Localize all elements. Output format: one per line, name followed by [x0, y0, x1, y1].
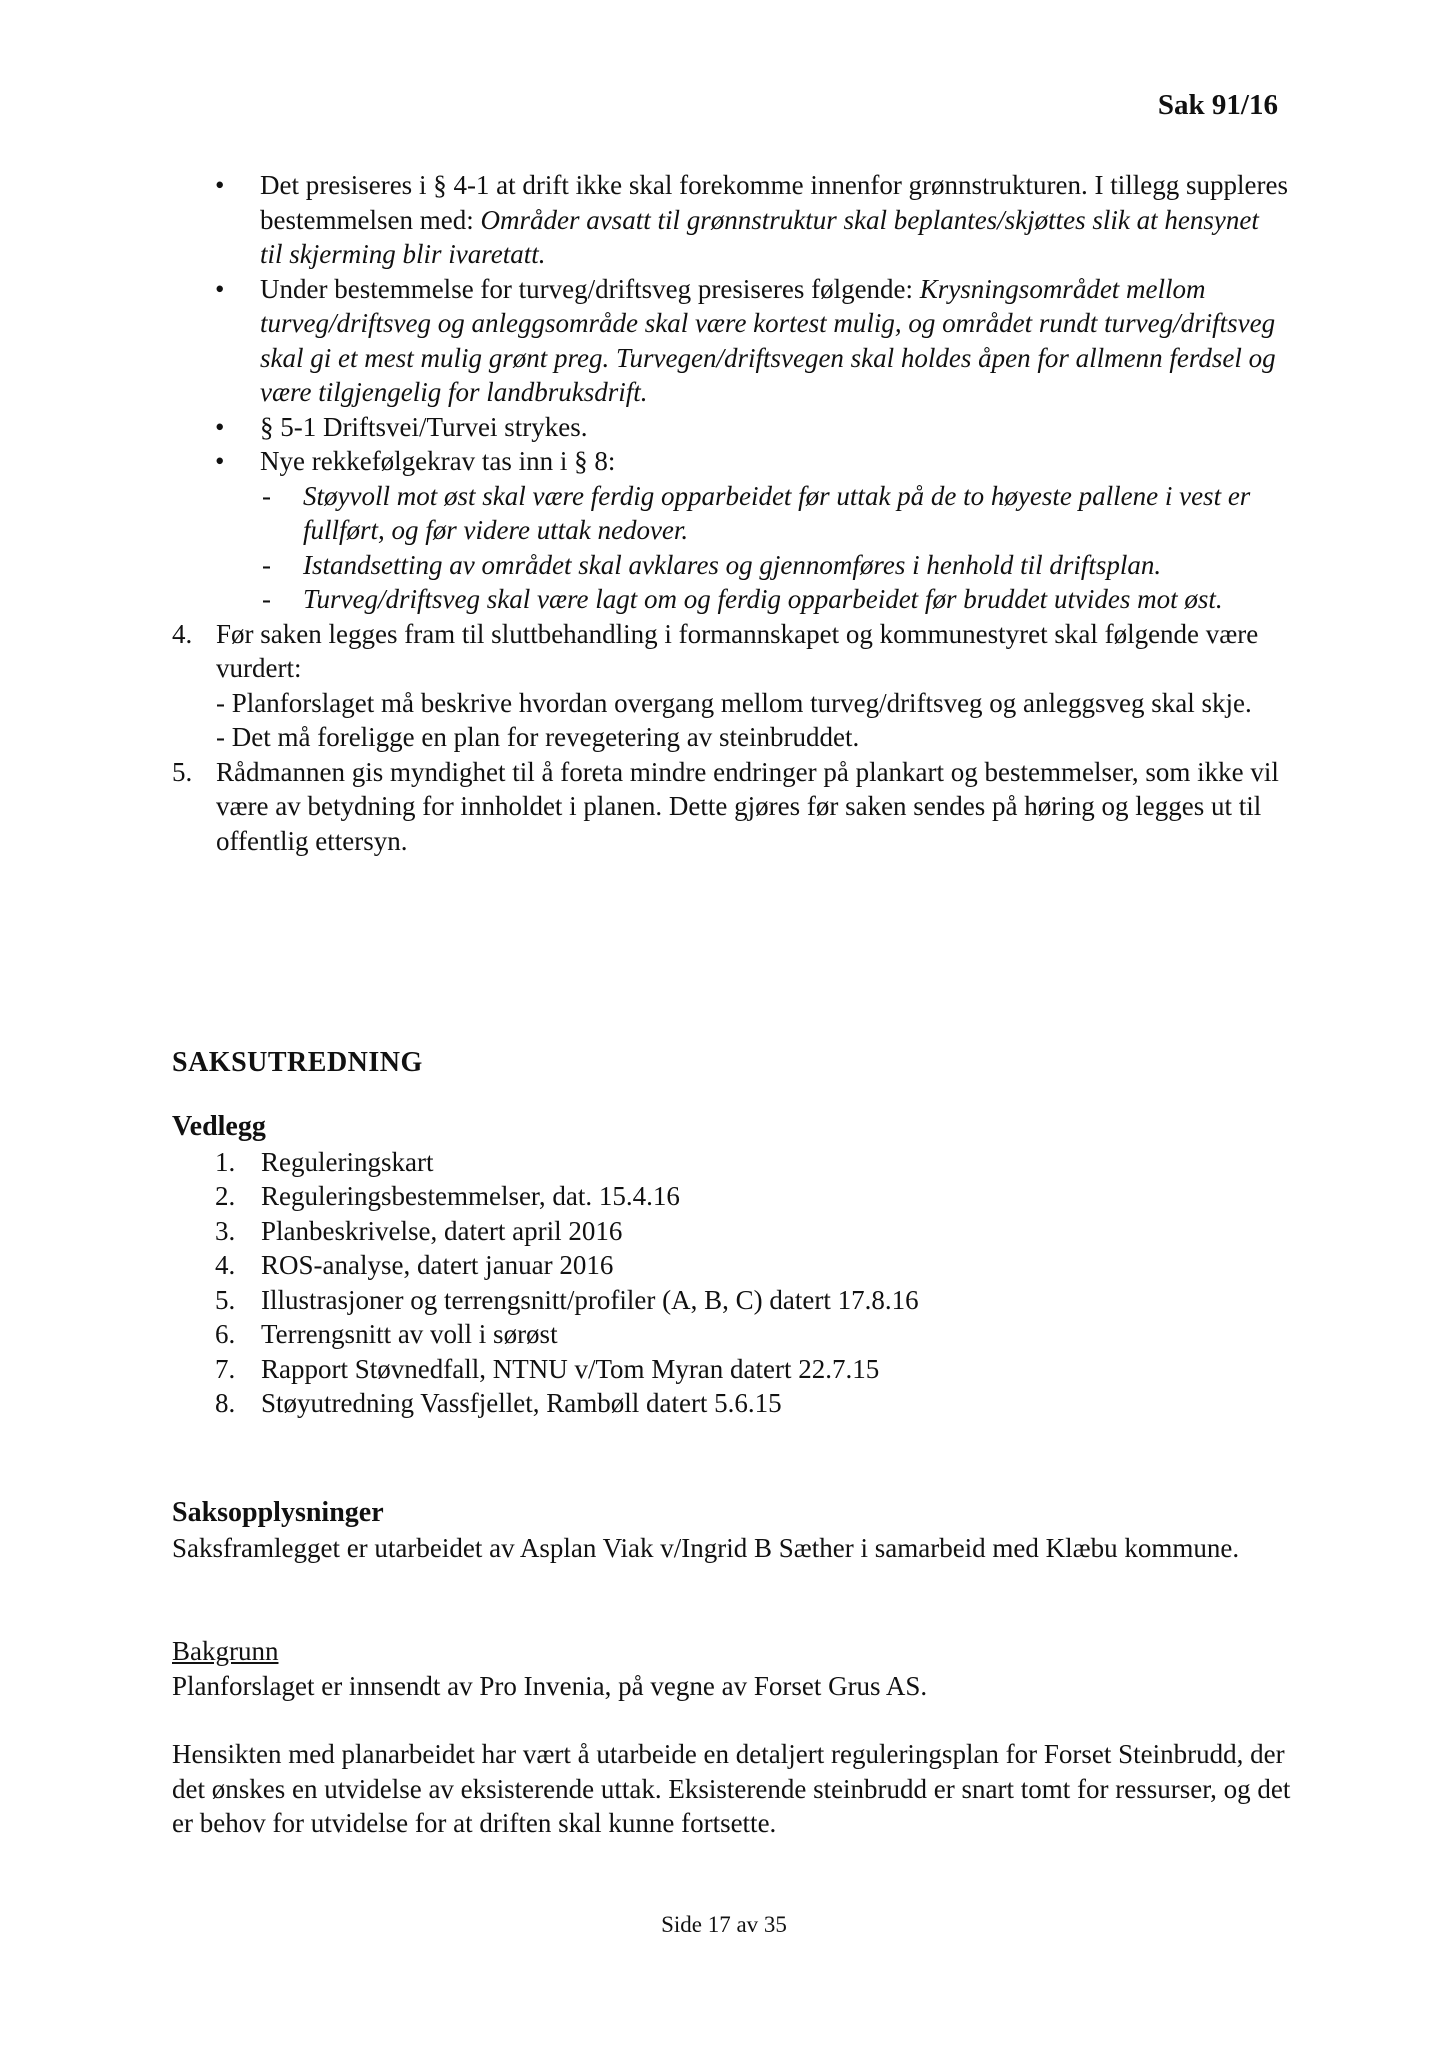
attachment-text: Støyutredning Vassfjellet, Rambøll datert 5.6.15	[261, 1388, 782, 1418]
bullet-italic-text: Områder avsatt til grønnstruktur skal beplantes/skjøttes slik at hensynet til skjerming blir ivaretatt.	[260, 204, 1259, 269]
numbered-item	[0, 617, 1448, 755]
dash-icon: -	[262, 584, 271, 614]
attachment-text: Terrengsnitt av voll i sørøst	[261, 1319, 558, 1349]
attachment-item	[172, 1352, 1272, 1387]
case-reference: Sak 91/16	[1157, 89, 1278, 121]
dash-icon: -	[262, 480, 271, 511]
page-number: Side 17 av 35	[661, 1912, 787, 1937]
numbered-item-line: - Planforslaget må beskrive hvordan overgang mellom turveg/driftsveg og anleggsveg skal skje.	[216, 687, 1252, 718]
attachments-list	[172, 1145, 1272, 1421]
numbered-item-line: Rådmannen gis myndighet til å foreta mindre endringer på plankart og bestemmelser, som ikke vil være av betydning for innholdet i planen. Dette gjøres før saken sendes på høring og legges ut til offentlig ettersyn.	[216, 756, 1279, 856]
attachment-number: 6.	[215, 1319, 236, 1349]
attachments-title: Vedlegg	[172, 1111, 266, 1142]
bullet-text: Nye rekkefølgekrav tas inn i § 8:	[260, 446, 616, 476]
attachment-text: Illustrasjoner og terrengsnitt/profiler (A, B, C) datert 17.8.16	[261, 1284, 919, 1315]
attachment-item	[172, 1214, 1272, 1249]
attachment-text: Planbeskrivelse, datert april 2016	[261, 1215, 623, 1246]
attachment-number: 1.	[215, 1146, 236, 1177]
section-title: SAKSUTREDNING	[172, 1047, 423, 1078]
bullet-icon: •	[215, 170, 225, 200]
attachment-item	[172, 1179, 1272, 1214]
attachment-item	[172, 1317, 1272, 1352]
bullet-item	[0, 444, 1448, 479]
decision-points	[0, 168, 1448, 858]
bullet-italic-text: Krysningsområdet mellom turveg/driftsveg og anleggsområde skal være kortest mulig, og området rundt turveg/driftsveg skal gi et mest mulig grønt preg. Turvegen/driftsvegen skal holdes åpen for allmenn ferdsel og være tilgjengelig for landbruksdrift.	[260, 273, 1276, 407]
dash-item-text: Støyvoll mot øst skal være ferdig opparbeidet før uttak på de to høyeste pallene i vest er fullført, og før videre uttak nedover.	[303, 480, 1251, 545]
bullet-item	[0, 410, 1448, 445]
bullet-item	[0, 272, 1448, 410]
dash-item	[0, 582, 1448, 617]
dash-item-text: Istandsetting av området skal avklares og gjennomføres i henhold til driftsplan.	[303, 549, 1162, 580]
numbered-item-number: 5.	[172, 756, 193, 787]
bakgrunn-title: Bakgrunn	[172, 1636, 279, 1666]
attachment-text: Reguleringsbestemmelser, dat. 15.4.16	[261, 1181, 680, 1211]
attachment-number: 5.	[215, 1284, 236, 1315]
saksopplysninger-section	[172, 1496, 1292, 1565]
dash-item-text: Turveg/driftsveg skal være lagt om og ferdig opparbeidet før bruddet utvides mot øst.	[303, 584, 1223, 614]
attachment-number: 2.	[215, 1181, 236, 1211]
attachment-item	[172, 1248, 1272, 1283]
bullet-icon: •	[215, 411, 225, 442]
numbered-item-line: - Det må foreligge en plan for revegetering av steinbruddet.	[216, 722, 860, 752]
bullet-list	[0, 168, 1448, 479]
attachment-text: Reguleringskart	[261, 1146, 434, 1177]
attachment-item	[172, 1145, 1272, 1180]
attachment-item	[172, 1283, 1272, 1318]
dash-list	[0, 479, 1448, 617]
attachment-number: 7.	[215, 1353, 236, 1384]
bakgrunn-section	[172, 1634, 1292, 1841]
attachment-text: ROS-analyse, datert januar 2016	[261, 1250, 614, 1280]
dash-icon: -	[262, 549, 271, 580]
numbered-item-number: 4.	[172, 618, 193, 649]
numbered-item	[0, 755, 1448, 859]
attachment-number: 3.	[215, 1215, 236, 1246]
attachments-section	[172, 1110, 1272, 1421]
bakgrunn-paragraph: Hensikten med planarbeidet har vært å utarbeide en detaljert reguleringsplan for Forset Steinbrudd, der det ønskes en utvidelse av eksisterende uttak. Eksisterende steinbrudd er snart tomt for ressurser, og det er behov for utvidelse for at driften skal kunne fortsette.	[172, 1739, 1291, 1838]
attachment-item	[172, 1386, 1272, 1421]
saksopplysninger-title: Saksopplysninger	[172, 1497, 384, 1528]
dash-item	[0, 548, 1448, 583]
numbered-list	[0, 617, 1448, 859]
numbered-item-line: Før saken legges fram til sluttbehandling i formannskapet og kommunestyret skal følgende være vurdert:	[216, 618, 1259, 683]
bullet-text: § 5-1 Driftsvei/Turvei strykes.	[260, 411, 588, 442]
bullet-text: Det presiseres i § 4-1 at drift ikke skal forekomme innenfor grønnstrukturen. I tillegg suppleres bestemmelsen med:	[260, 170, 1288, 235]
bullet-item	[0, 168, 1448, 272]
bullet-text: Under bestemmelse for turveg/driftsveg presiseres følgende:	[260, 273, 920, 304]
bullet-icon: •	[215, 273, 225, 304]
attachment-text: Rapport Støvnedfall, NTNU v/Tom Myran datert 22.7.15	[261, 1353, 880, 1384]
paragraph-spacer	[172, 1703, 1292, 1737]
attachment-number: 8.	[215, 1388, 236, 1418]
dash-item	[0, 479, 1448, 548]
bullet-icon: •	[215, 446, 225, 476]
saksopplysninger-text: Saksframlegget er utarbeidet av Asplan Viak v/Ingrid B Sæther i samarbeid med Klæbu kommune.	[172, 1532, 1240, 1563]
attachment-number: 4.	[215, 1250, 236, 1280]
bakgrunn-paragraph: Planforslaget er innsendt av Pro Invenia, på vegne av Forset Grus AS.	[172, 1670, 928, 1701]
